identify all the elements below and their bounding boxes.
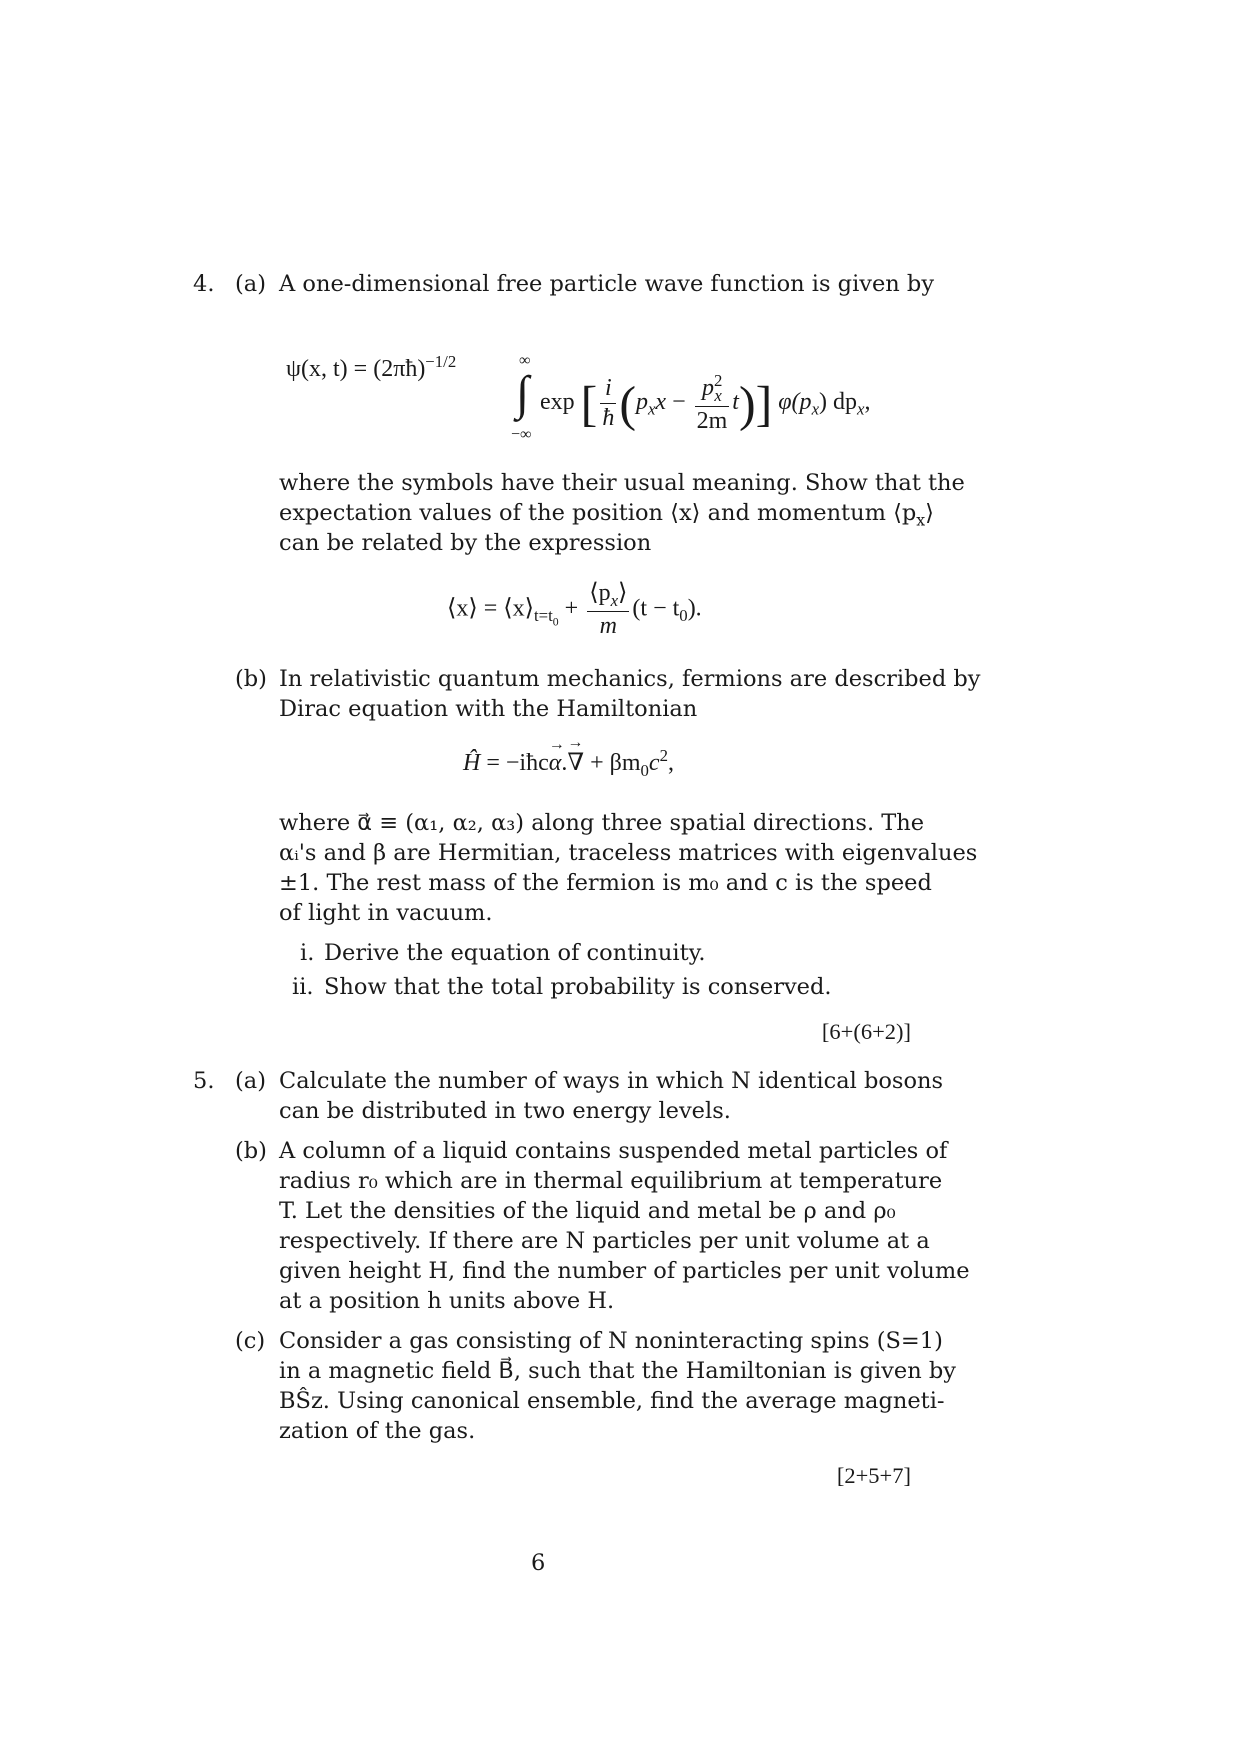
question-4a-intro: A one-dimensional free particle wave function is given by — [279, 271, 935, 297]
question-5b-label: (b) — [235, 1138, 267, 1164]
integral-upper-limit: ∞ — [519, 352, 531, 369]
q4b-item-1-text: Derive the equation of continuity. — [324, 940, 706, 966]
expectation-equation: ⟨x⟩ = $⟨x⟩_{t=t_0}$ + $\frac{⟨p_x⟩}{m}$ $(t - t_0)$. — [447, 580, 702, 640]
q4b-para-1: where α⃗ ≡ (α₁, α₂, α₃) along three spatial directions. The — [279, 810, 925, 836]
q4b-text-2: Dirac equation with the Hamiltonian — [279, 696, 698, 722]
integral-sign: ∫ — [516, 367, 530, 420]
q5c-line-4: zation of the gas. — [279, 1418, 476, 1444]
q4b-para-2: αᵢ's and β are Hermitian, traceless matrices with eigenvalues — [279, 840, 978, 866]
question-4b-label: (b) — [235, 666, 267, 692]
q5b-line-5: given height H, find the number of particles per unit volume — [279, 1258, 970, 1284]
q5b-line-2: radius r₀ which are in thermal equilibrium at temperature — [279, 1168, 943, 1194]
q5a-line-2: can be distributed in two energy levels. — [279, 1098, 731, 1124]
dirac-hamiltonian: Ĥ = −iħc → α. → ∇ + $\beta m_0c^2$, — [463, 734, 674, 780]
q4b-text-1: In relativistic quantum mechanics, fermions are described by — [279, 666, 981, 692]
eq-body: exp [ $\frac{i}{ħ}$ ($p_xx$ − $\frac{p^2_x}{2m}$ t)] $\varphi(p_x)$ $dp_x$, — [540, 371, 871, 435]
q4b-para-3: ±1. The rest mass of the fermion is m₀ and c is the speed — [279, 870, 932, 896]
q4b-item-2-num: ii. — [292, 974, 314, 1000]
q4-marks: [6+(6+2)] — [821, 1019, 911, 1044]
q5-marks: [2+5+7] — [836, 1463, 911, 1488]
q4b-item-1-num: i. — [300, 940, 315, 966]
q5b-line-6: at a position h units above H. — [279, 1288, 615, 1314]
wavefunction-equation — [286, 352, 456, 442]
question-5-number: 5. — [193, 1068, 215, 1094]
q5b-line-3: T. Let the densities of the liquid and metal be ρ and ρ₀ — [279, 1198, 896, 1224]
page-number: 6 — [531, 1550, 546, 1576]
q5b-line-4: respectively. If there are N particles per unit volume at a — [279, 1228, 930, 1254]
q5c-line-3: BŜz. Using canonical ensemble, find the average magneti- — [279, 1388, 945, 1414]
question-5c-label: (c) — [235, 1328, 266, 1354]
q5c-line-1: Consider a gas consisting of N noninteracting spins (S=1) — [279, 1328, 943, 1354]
q4a-text-3: can be related by the expression — [279, 530, 652, 556]
question-5a-label: (a) — [235, 1068, 266, 1094]
q5a-line-1: Calculate the number of ways in which N identical bosons — [279, 1068, 944, 1094]
question-4-number: 4. — [193, 271, 215, 297]
q5b-line-1: A column of a liquid contains suspended metal particles of — [279, 1138, 948, 1164]
q5c-line-2: in a magnetic field B⃗, such that the Hamiltonian is given by — [279, 1358, 956, 1384]
q4b-para-4: of light in vacuum. — [279, 900, 493, 926]
q4a-text-1: where the symbols have their usual meaning. Show that the — [279, 470, 965, 496]
q4a-text-2: expectation values of the position ⟨x⟩ and momentum $⟨p_x⟩$ — [279, 500, 934, 530]
question-4a-label: (a) — [235, 271, 266, 297]
integral-lower-limit: −∞ — [511, 426, 532, 443]
eq-lhs: ψ(x, t) = (2πħ)$^{-1/2}$ — [286, 352, 457, 382]
q4b-item-2-text: Show that the total probability is conserved. — [324, 974, 832, 1000]
